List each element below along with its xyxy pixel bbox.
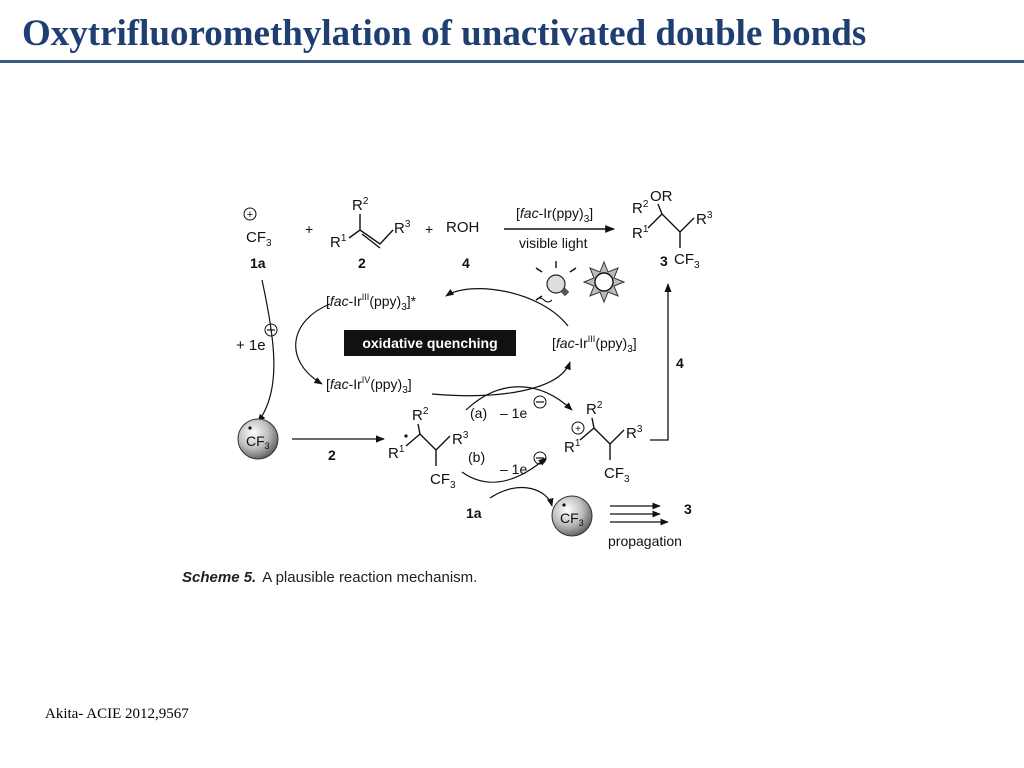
cf3-label: $CF_3$ [246, 229, 272, 249]
ir-oxidized-label: $[fac-Ir^{IV}(ppy)_3]$ [326, 375, 412, 396]
plus-sign: + [425, 221, 434, 237]
light-bulb-icon [536, 261, 576, 302]
r1-label: $R^1$ [330, 233, 347, 251]
reagent-cf3-cation [244, 208, 272, 271]
r3-label: $R^3$ [394, 219, 411, 237]
cf3-label: $CF_3$ [604, 465, 630, 485]
propagation-arrow-in [490, 488, 552, 506]
or-label: OR [650, 188, 673, 205]
r2-label: $R^2$ [586, 400, 603, 418]
step-3-label: 3 [684, 501, 692, 517]
sun-excited-icon [584, 262, 624, 302]
r1-label: $R^1$ [564, 438, 581, 456]
ir-ground-label: $[fac-Ir^{III}(ppy)_3]$ [552, 334, 637, 355]
cf3-label: $CF_3$ [246, 433, 270, 451]
scheme-caption: Scheme 5. A plausible reaction mechanism. [182, 569, 478, 586]
cf3-label: $CF_3$ [560, 510, 584, 528]
r2-label: $R^2$ [632, 199, 649, 217]
r1-label: $R^1$ [632, 224, 649, 242]
r3-label: $R^3$ [696, 210, 713, 228]
r3-label: $R^3$ [452, 430, 469, 448]
alkene-bonds [349, 214, 393, 248]
compound-2-label: 2 [358, 255, 366, 271]
visible-light-label: visible light [519, 235, 588, 251]
cf3-label: $CF_3$ [430, 471, 456, 491]
r2-label: $R^2$ [352, 196, 369, 214]
cf3-radical-sphere [238, 419, 278, 459]
r1-label: $R^1$ [388, 444, 405, 462]
quench-arrow [296, 304, 330, 384]
slide-title: Oxytrifluoromethylation of unactivated double bonds [22, 13, 867, 54]
compound-3-label: 3 [660, 253, 668, 269]
plus-sign: + [246, 209, 254, 221]
cf3-label: $CF_3$ [674, 251, 700, 271]
cycle-arrow-reduction [432, 362, 570, 396]
minus-1e-label: – 1e [500, 405, 528, 421]
cation-intermediate [564, 400, 643, 485]
cf3-radical-sphere [552, 496, 592, 536]
step-2-label: 2 [328, 447, 336, 463]
svg-text:+: + [575, 424, 581, 435]
r3-label: $R^3$ [626, 424, 643, 442]
product-3 [632, 188, 713, 271]
minus-1e-label: – 1e [500, 461, 528, 477]
path-b-label: (b) [468, 449, 486, 465]
ir-excited-label: $[fac-Ir^{III}(ppy)_3]*$ [326, 292, 417, 313]
cycle-arrow-excitation [446, 289, 568, 326]
propagation-label: propagation [608, 533, 682, 549]
catalyst-label: $[fac-Ir(ppy)_3]$ [516, 205, 594, 225]
citation: Akita- ACIE 2012,9567 [45, 706, 189, 722]
plus-1e-label: + 1e [236, 337, 266, 354]
compound-1a-label: 1a [250, 255, 266, 271]
oxidative-quenching-label: oxidative quenching [362, 335, 498, 351]
step-1a-label: 1a [466, 505, 482, 521]
r2-label: $R^2$ [412, 406, 429, 424]
step-4-arrow [650, 284, 668, 440]
compound-4-label: 4 [462, 255, 470, 271]
path-a-label: (a) [470, 405, 488, 421]
step-4-label: 4 [676, 355, 684, 371]
product-bonds [648, 204, 694, 248]
roh-label: ROH [446, 219, 480, 236]
radical-intermediate [388, 406, 469, 491]
plus-sign: + [305, 221, 314, 237]
reagent-alkene-2 [330, 196, 411, 271]
